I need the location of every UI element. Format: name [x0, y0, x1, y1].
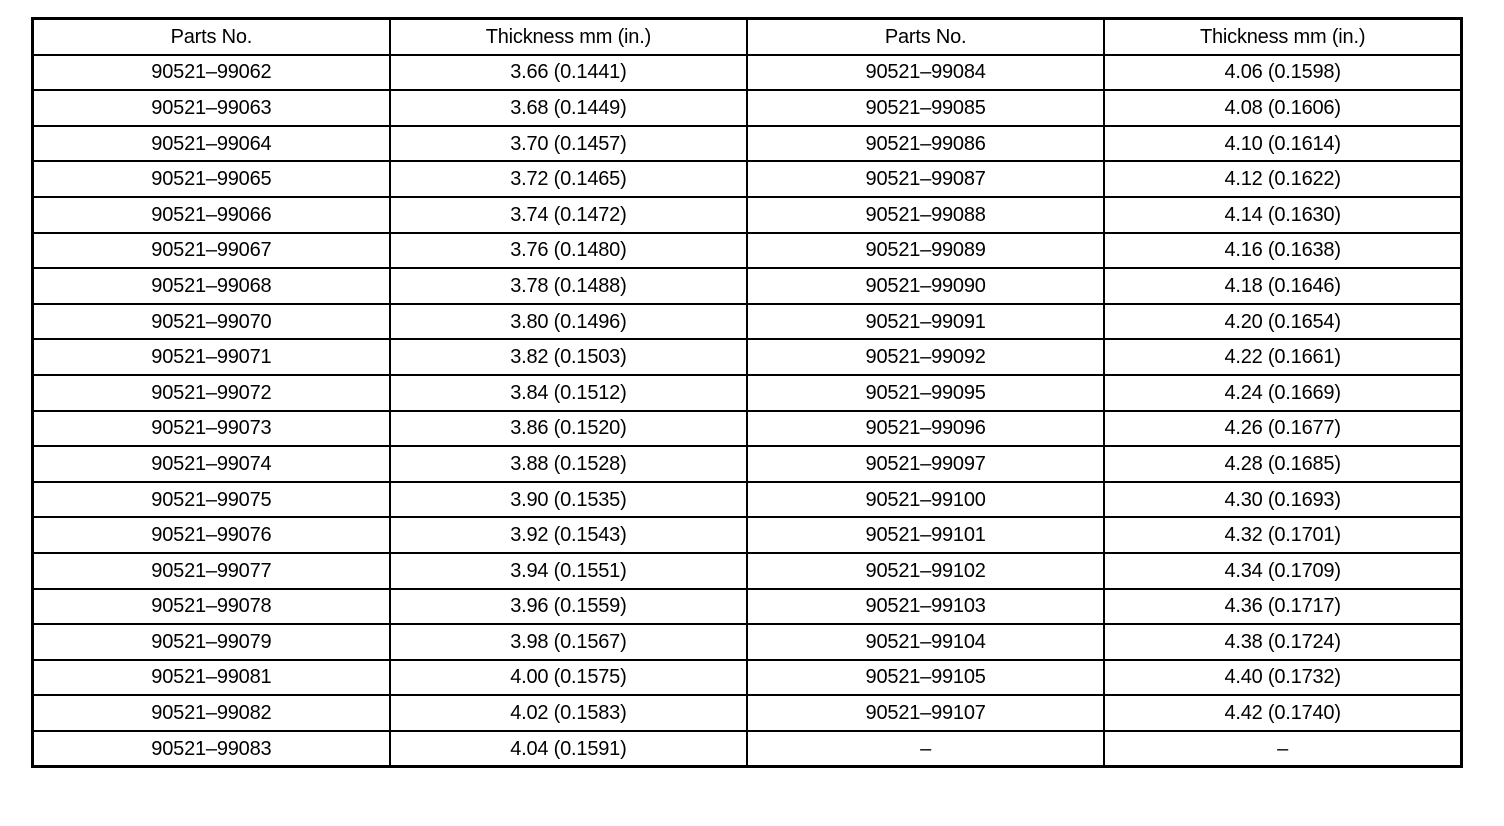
thickness-cell: 4.04 (0.1591) — [390, 731, 747, 767]
table-row — [33, 731, 1462, 767]
parts-no-cell: 90521–99088 — [747, 197, 1104, 233]
parts-no-cell: 90521–99062 — [33, 55, 390, 91]
parts-no-cell: 90521–99066 — [33, 197, 390, 233]
parts-no-cell: 90521–99083 — [33, 731, 390, 767]
parts-no-cell: 90521–99091 — [747, 304, 1104, 340]
table-row — [33, 375, 1462, 411]
parts-no-cell: 90521–99095 — [747, 375, 1104, 411]
thickness-cell: 4.14 (0.1630) — [1104, 197, 1461, 233]
thickness-cell: 3.74 (0.1472) — [390, 197, 747, 233]
thickness-cell: 3.92 (0.1543) — [390, 517, 747, 553]
thickness-cell: 4.26 (0.1677) — [1104, 411, 1461, 447]
thickness-cell: 3.96 (0.1559) — [390, 589, 747, 625]
thickness-cell: 4.00 (0.1575) — [390, 660, 747, 696]
thickness-cell: 3.78 (0.1488) — [390, 268, 747, 304]
thickness-cell: 3.66 (0.1441) — [390, 55, 747, 91]
thickness-cell: 3.72 (0.1465) — [390, 161, 747, 197]
thickness-cell: 4.08 (0.1606) — [1104, 90, 1461, 126]
parts-no-cell: 90521–99107 — [747, 695, 1104, 731]
thickness-cell: 4.10 (0.1614) — [1104, 126, 1461, 162]
parts-thickness-table — [31, 17, 1463, 768]
parts-no-cell: 90521–99089 — [747, 233, 1104, 269]
table-header-row — [33, 19, 1462, 55]
table-row — [33, 126, 1462, 162]
thickness-cell: 4.28 (0.1685) — [1104, 446, 1461, 482]
parts-no-cell: 90521–99087 — [747, 161, 1104, 197]
thickness-cell: 4.20 (0.1654) — [1104, 304, 1461, 340]
parts-no-cell: 90521–99075 — [33, 482, 390, 518]
thickness-cell: 3.68 (0.1449) — [390, 90, 747, 126]
parts-no-cell: 90521–99090 — [747, 268, 1104, 304]
parts-no-cell: 90521–99063 — [33, 90, 390, 126]
thickness-cell: 4.34 (0.1709) — [1104, 553, 1461, 589]
table-row — [33, 446, 1462, 482]
parts-no-cell: 90521–99102 — [747, 553, 1104, 589]
table-row — [33, 624, 1462, 660]
table-row — [33, 553, 1462, 589]
table-row — [33, 90, 1462, 126]
parts-no-cell: 90521–99084 — [747, 55, 1104, 91]
parts-no-cell: – — [747, 731, 1104, 767]
parts-no-cell: 90521–99100 — [747, 482, 1104, 518]
parts-no-cell: 90521–99077 — [33, 553, 390, 589]
parts-no-cell: 90521–99085 — [747, 90, 1104, 126]
thickness-cell: 3.76 (0.1480) — [390, 233, 747, 269]
parts-no-cell: 90521–99092 — [747, 339, 1104, 375]
parts-no-cell: 90521–99101 — [747, 517, 1104, 553]
thickness-cell: – — [1104, 731, 1461, 767]
parts-no-cell: 90521–99076 — [33, 517, 390, 553]
table-body — [33, 55, 1462, 767]
parts-no-cell: 90521–99078 — [33, 589, 390, 625]
table-row — [33, 268, 1462, 304]
thickness-cell: 4.24 (0.1669) — [1104, 375, 1461, 411]
thickness-cell: 3.98 (0.1567) — [390, 624, 747, 660]
table-row — [33, 197, 1462, 233]
header-thickness-right: Thickness mm (in.) — [1104, 19, 1461, 55]
parts-no-cell: 90521–99086 — [747, 126, 1104, 162]
thickness-cell: 4.40 (0.1732) — [1104, 660, 1461, 696]
thickness-cell: 4.06 (0.1598) — [1104, 55, 1461, 91]
table-row — [33, 55, 1462, 91]
table-row — [33, 695, 1462, 731]
parts-no-cell: 90521–99104 — [747, 624, 1104, 660]
thickness-cell: 4.18 (0.1646) — [1104, 268, 1461, 304]
parts-no-cell: 90521–99082 — [33, 695, 390, 731]
thickness-cell: 4.36 (0.1717) — [1104, 589, 1461, 625]
thickness-cell: 3.90 (0.1535) — [390, 482, 747, 518]
parts-no-cell: 90521–99081 — [33, 660, 390, 696]
table-row — [33, 161, 1462, 197]
parts-no-cell: 90521–99096 — [747, 411, 1104, 447]
table-row — [33, 482, 1462, 518]
parts-no-cell: 90521–99103 — [747, 589, 1104, 625]
header-thickness-left: Thickness mm (in.) — [390, 19, 747, 55]
thickness-cell: 4.38 (0.1724) — [1104, 624, 1461, 660]
thickness-cell: 4.02 (0.1583) — [390, 695, 747, 731]
table-row — [33, 411, 1462, 447]
parts-no-cell: 90521–99064 — [33, 126, 390, 162]
parts-no-cell: 90521–99105 — [747, 660, 1104, 696]
table-row — [33, 233, 1462, 269]
thickness-cell: 4.12 (0.1622) — [1104, 161, 1461, 197]
thickness-cell: 4.42 (0.1740) — [1104, 695, 1461, 731]
parts-no-cell: 90521–99070 — [33, 304, 390, 340]
table-row — [33, 589, 1462, 625]
thickness-cell: 3.84 (0.1512) — [390, 375, 747, 411]
thickness-cell: 4.16 (0.1638) — [1104, 233, 1461, 269]
parts-no-cell: 90521–99073 — [33, 411, 390, 447]
parts-no-cell: 90521–99079 — [33, 624, 390, 660]
parts-no-cell: 90521–99065 — [33, 161, 390, 197]
thickness-cell: 3.88 (0.1528) — [390, 446, 747, 482]
thickness-cell: 3.94 (0.1551) — [390, 553, 747, 589]
parts-no-cell: 90521–99068 — [33, 268, 390, 304]
parts-no-cell: 90521–99097 — [747, 446, 1104, 482]
thickness-cell: 3.70 (0.1457) — [390, 126, 747, 162]
thickness-cell: 4.30 (0.1693) — [1104, 482, 1461, 518]
table-row — [33, 660, 1462, 696]
header-parts-no-left: Parts No. — [33, 19, 390, 55]
table-row — [33, 339, 1462, 375]
table-row — [33, 304, 1462, 340]
thickness-cell: 4.32 (0.1701) — [1104, 517, 1461, 553]
header-parts-no-right: Parts No. — [747, 19, 1104, 55]
parts-no-cell: 90521–99072 — [33, 375, 390, 411]
table-row — [33, 517, 1462, 553]
thickness-cell: 3.80 (0.1496) — [390, 304, 747, 340]
parts-no-cell: 90521–99074 — [33, 446, 390, 482]
parts-no-cell: 90521–99071 — [33, 339, 390, 375]
thickness-cell: 4.22 (0.1661) — [1104, 339, 1461, 375]
parts-no-cell: 90521–99067 — [33, 233, 390, 269]
thickness-cell: 3.82 (0.1503) — [390, 339, 747, 375]
thickness-cell: 3.86 (0.1520) — [390, 411, 747, 447]
